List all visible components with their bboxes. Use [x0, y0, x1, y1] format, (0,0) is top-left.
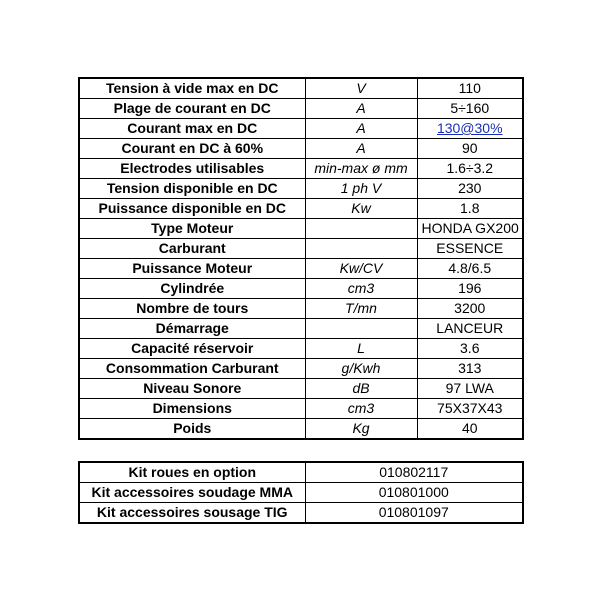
- spec-value: 110: [417, 78, 523, 99]
- spec-value-link[interactable]: 130@30%: [417, 119, 523, 139]
- spec-unit: dB: [305, 379, 417, 399]
- spec-value: 97 LWA: [417, 379, 523, 399]
- spec-value: 313: [417, 359, 523, 379]
- spec-row: [79, 419, 523, 440]
- spec-unit: cm3: [305, 279, 417, 299]
- spec-row: [79, 279, 523, 299]
- specifications-table-body: [79, 78, 523, 439]
- spec-label: Tension à vide max en DC: [79, 78, 305, 99]
- spec-value: 5÷160: [417, 99, 523, 119]
- spec-unit: A: [305, 119, 417, 139]
- spec-unit: Kw/CV: [305, 259, 417, 279]
- spec-row: [79, 139, 523, 159]
- option-row: [79, 462, 523, 483]
- option-row: [79, 503, 523, 524]
- spec-label: Démarrage: [79, 319, 305, 339]
- spec-row: [79, 159, 523, 179]
- spec-value: 196: [417, 279, 523, 299]
- spec-row: [79, 259, 523, 279]
- spec-label: Courant en DC à 60%: [79, 139, 305, 159]
- specifications-table: [78, 77, 524, 440]
- spec-unit: V: [305, 78, 417, 99]
- spec-row: [79, 219, 523, 239]
- spec-label: Tension disponible en DC: [79, 179, 305, 199]
- spec-value: LANCEUR: [417, 319, 523, 339]
- spec-label: Courant max en DC: [79, 119, 305, 139]
- spec-unit: T/mn: [305, 299, 417, 319]
- spec-value: 40: [417, 419, 523, 440]
- option-code: 010802117: [305, 462, 523, 483]
- spec-label: Type Moteur: [79, 219, 305, 239]
- spec-row: [79, 239, 523, 259]
- spec-value: 1.6÷3.2: [417, 159, 523, 179]
- spec-label: Capacité réservoir: [79, 339, 305, 359]
- spec-unit: A: [305, 99, 417, 119]
- options-table-body: [79, 462, 523, 523]
- spec-row: [79, 78, 523, 99]
- spec-row: [79, 359, 523, 379]
- spec-value: 4.8/6.5: [417, 259, 523, 279]
- spec-unit: [305, 239, 417, 259]
- option-row: [79, 483, 523, 503]
- spec-value: 3200: [417, 299, 523, 319]
- spec-label: Puissance disponible en DC: [79, 199, 305, 219]
- spec-value: HONDA GX200: [417, 219, 523, 239]
- spec-row: [79, 379, 523, 399]
- spec-unit: [305, 219, 417, 239]
- option-label: Kit accessoires sousage TIG: [79, 503, 305, 524]
- spec-label: Niveau Sonore: [79, 379, 305, 399]
- spec-value: 75X37X43: [417, 399, 523, 419]
- spec-unit: 1 ph V: [305, 179, 417, 199]
- option-label: Kit accessoires soudage MMA: [79, 483, 305, 503]
- spec-value: 3.6: [417, 339, 523, 359]
- spec-label: Consommation Carburant: [79, 359, 305, 379]
- spec-row: [79, 299, 523, 319]
- spec-row: [79, 399, 523, 419]
- spec-unit: L: [305, 339, 417, 359]
- spec-value: 230: [417, 179, 523, 199]
- options-table: [78, 461, 524, 524]
- spec-unit: [305, 319, 417, 339]
- spec-label: Nombre de tours: [79, 299, 305, 319]
- spec-row: [79, 339, 523, 359]
- spec-row: [79, 319, 523, 339]
- spec-row: [79, 99, 523, 119]
- spec-row: [79, 199, 523, 219]
- spec-label: Cylindrée: [79, 279, 305, 299]
- option-code: 010801000: [305, 483, 523, 503]
- spec-label: Plage de courant en DC: [79, 99, 305, 119]
- spec-value: 1.8: [417, 199, 523, 219]
- option-label: Kit roues en option: [79, 462, 305, 483]
- spec-unit: g/Kwh: [305, 359, 417, 379]
- spec-unit: Kg: [305, 419, 417, 440]
- spec-value: ESSENCE: [417, 239, 523, 259]
- spec-label: Carburant: [79, 239, 305, 259]
- spec-label: Dimensions: [79, 399, 305, 419]
- spec-unit: A: [305, 139, 417, 159]
- spec-unit: Kw: [305, 199, 417, 219]
- spec-label: Poids: [79, 419, 305, 440]
- option-code: 010801097: [305, 503, 523, 524]
- spec-value: 90: [417, 139, 523, 159]
- spec-label: Electrodes utilisables: [79, 159, 305, 179]
- spec-row: [79, 119, 523, 139]
- spec-unit: cm3: [305, 399, 417, 419]
- spec-label: Puissance Moteur: [79, 259, 305, 279]
- spec-unit: min-max ø mm: [305, 159, 417, 179]
- spec-row: [79, 179, 523, 199]
